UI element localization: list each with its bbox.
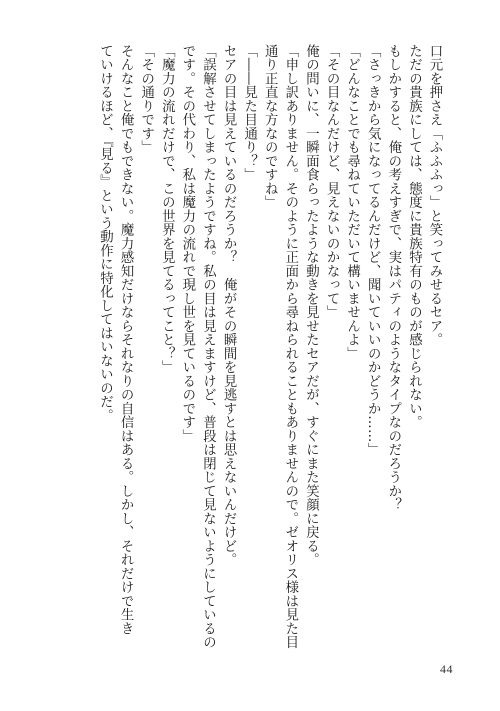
text-line: セアの目は見えているのだろうか？ 俺がその瞬間を見逃すとは思えないんだけど。 (221, 44, 237, 567)
text-line: 「その通りです」 (138, 44, 154, 154)
text-line: ただの貴族にしては、態度に貴族特有のものが感じられない。 (406, 44, 422, 429)
text-line: 「申し訳ありません。そのように正面から尋ねられることもありませんので。ゼオリス様は見た目 (282, 44, 298, 649)
page-number: 44 (440, 662, 453, 676)
text-line: 「誤解させてしまったようですね。私の目は見えますけど、普段は閉じて見ないようにしているの (200, 44, 216, 649)
text-line: 「どんなことでも尋ねていただいて構いませんよ」 (344, 44, 360, 361)
text-line: 「さっきから気になってるんだけど、聞いていいのかどうか……」 (365, 44, 381, 457)
text-line: です。その代わり、私は魔力の流れで現し世を見ているのです」 (179, 44, 195, 443)
text-line: 「魔力の流れだけで、この世界を見てるってこと？」 (159, 44, 175, 374)
text-line: 「その目なんだけど、見えないのかなって」 (324, 44, 340, 319)
vertical-text-body (94, 44, 444, 649)
text-line: もしかすると、俺の考えすぎで、実はパティのようなタイプなのだろうか？ (385, 44, 401, 512)
text-line: 通り正直な方なのですね」 (262, 44, 278, 209)
text-line: そんなこと俺でもできない。魔力感知だけならそれなりの自信はある。しかし、それだけで生き (118, 44, 134, 636)
text-line: 「――見た目通り？」 (241, 44, 257, 182)
text-line: ていけるほど、『見る』という動作に特化してはいないのだ。 (97, 44, 113, 423)
text-line: 俺の問いに、一瞬面食らったような動きを見せたセアだが、すぐにまた笑顔に戻る。 (303, 44, 319, 567)
text-line: 口元を押さえ「ふふふっ」と笑ってみせるセア。 (427, 44, 442, 347)
